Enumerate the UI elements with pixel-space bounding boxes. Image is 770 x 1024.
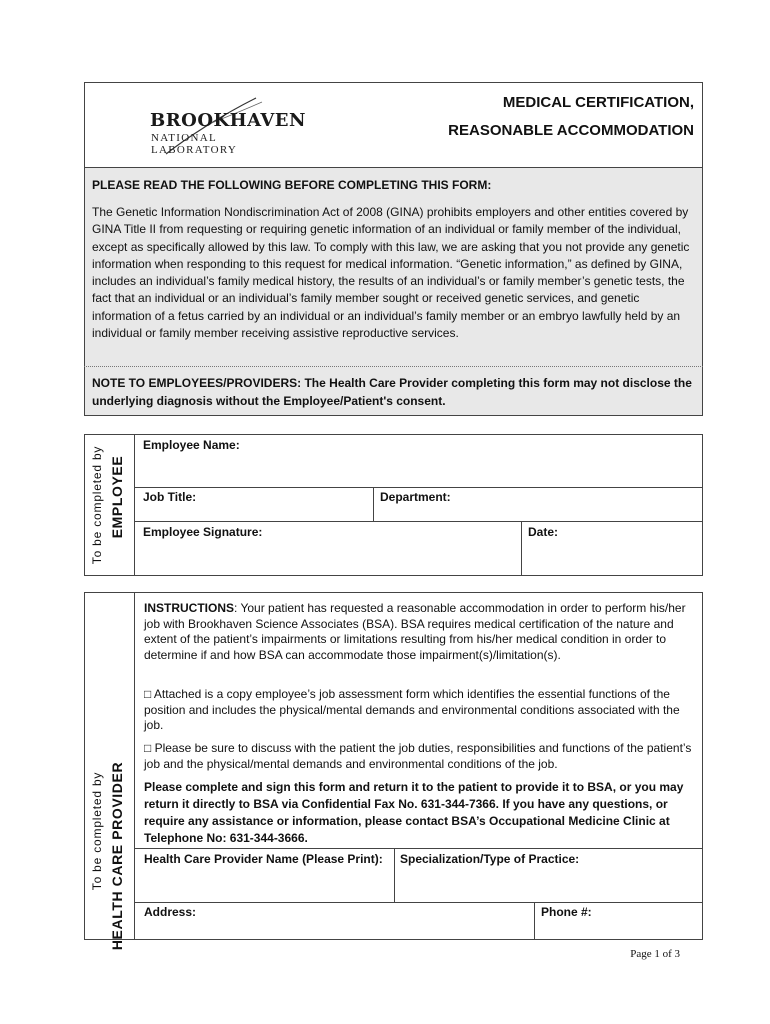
gina-paragraph: The Genetic Information Nondiscrimination Act of 2008 (GINA) prohibits employers and other entities covered by GINA Title II from requesting or requiring genetic information of an individual or family member of the individual, except as specifically allowed by this law. To comply with this law, we are asking that you not provide any genetic information when responding to this request for medical information. “Genetic information,” as defined by GINA, includes an individual’s family medical history, the results of an individual’s or family member’s genetic tests, the fact that an individual or an individual’s family member sought or received genetic services, and genetic information of a fetus carried by an individual or an individual’s family member or an embryo lawfully held by an individual or family member receiving assistive reproductive services. <box>92 205 690 341</box>
logo-subtitle: NATIONAL LABORATORY <box>151 132 238 156</box>
employee-side-label <box>84 434 135 576</box>
employee-signature-label: Employee Signature: <box>143 525 263 539</box>
discuss-duties-checkbox-item[interactable]: □ Please be sure to discuss with the patient the job duties, responsibilities and functions of the patient’s job and the physical/mental demands and environmental conditions of the job. <box>144 741 692 771</box>
employee-name-label: Employee Name: <box>143 438 240 452</box>
employee-signature-field[interactable] <box>136 522 521 575</box>
employee-side-label-line1: To be completed by <box>90 445 104 565</box>
provider-name-field[interactable] <box>136 849 394 902</box>
notice-divider <box>84 366 703 367</box>
phone-label: Phone #: <box>541 905 592 919</box>
page-number: Page 1 of 3 <box>630 948 680 960</box>
specialization-field[interactable] <box>395 849 702 902</box>
department-label: Department: <box>380 490 451 504</box>
notice-heading: PLEASE READ THE FOLLOWING BEFORE COMPLETING THIS FORM: <box>92 178 492 192</box>
address-field[interactable] <box>136 903 534 939</box>
hcp-side-label-line2: HEALTH CARE PROVIDER <box>109 761 125 951</box>
instructions-heading: INSTRUCTIONS <box>144 601 234 615</box>
job-assessment-checkbox-item[interactable]: □ Attached is a copy employee’s job assessment form which identifies the essential functions of the position and includes the physical/mental demands and environmental conditions associated with the job. <box>144 687 680 733</box>
logo-name: BROOKHAVEN <box>150 110 306 131</box>
provider-note: NOTE TO EMPLOYEES/PROVIDERS: The Health Care Provider completing this form may not disclose the underlying diagnosis without the Employee/Patient's consent. <box>92 376 692 408</box>
provider-name-label: Health Care Provider Name (Please Print): <box>144 852 383 866</box>
date-label: Date: <box>528 525 559 539</box>
instructions-text: : Your patient has requested a reasonable accommodation in order to perform his/her job with Brookhaven Science Associates (BSA). BSA requires medical certification of the nature and extent of the patient’s impairments or limitations resulting from his/her medical condition in order to determine if and how BSA can accommodate those impairment(s)/limitation(s). <box>144 601 686 662</box>
brookhaven-logo <box>144 96 306 158</box>
return-form-instructions: Please complete and sign this form and return it to the patient to provide it to BSA, or you may return it directly to BSA via Confidential Fax No. 631-344-7366. If you have any questions, or require any assistance or information, please contact BSA’s Occupational Medicine Clinic at Telephone No: 631-344-3666. <box>144 780 684 845</box>
employee-side-label-line2: EMPLOYEE <box>109 455 125 539</box>
job-title-field[interactable] <box>136 488 373 521</box>
employee-name-field[interactable] <box>136 435 702 487</box>
form-title-line2: REASONABLE ACCOMMODATION <box>448 122 694 139</box>
job-title-label: Job Title: <box>143 490 197 504</box>
date-field[interactable] <box>522 522 702 575</box>
specialization-label: Specialization/Type of Practice: <box>400 852 580 866</box>
instructions-paragraph <box>144 601 699 663</box>
phone-field[interactable] <box>535 903 702 939</box>
hcp-side-label <box>84 592 135 951</box>
hcp-side-label-line1: To be completed by <box>90 771 104 891</box>
address-label: Address: <box>144 905 197 919</box>
department-field[interactable] <box>374 488 702 521</box>
form-title-line1: MEDICAL CERTIFICATION, <box>502 94 694 111</box>
